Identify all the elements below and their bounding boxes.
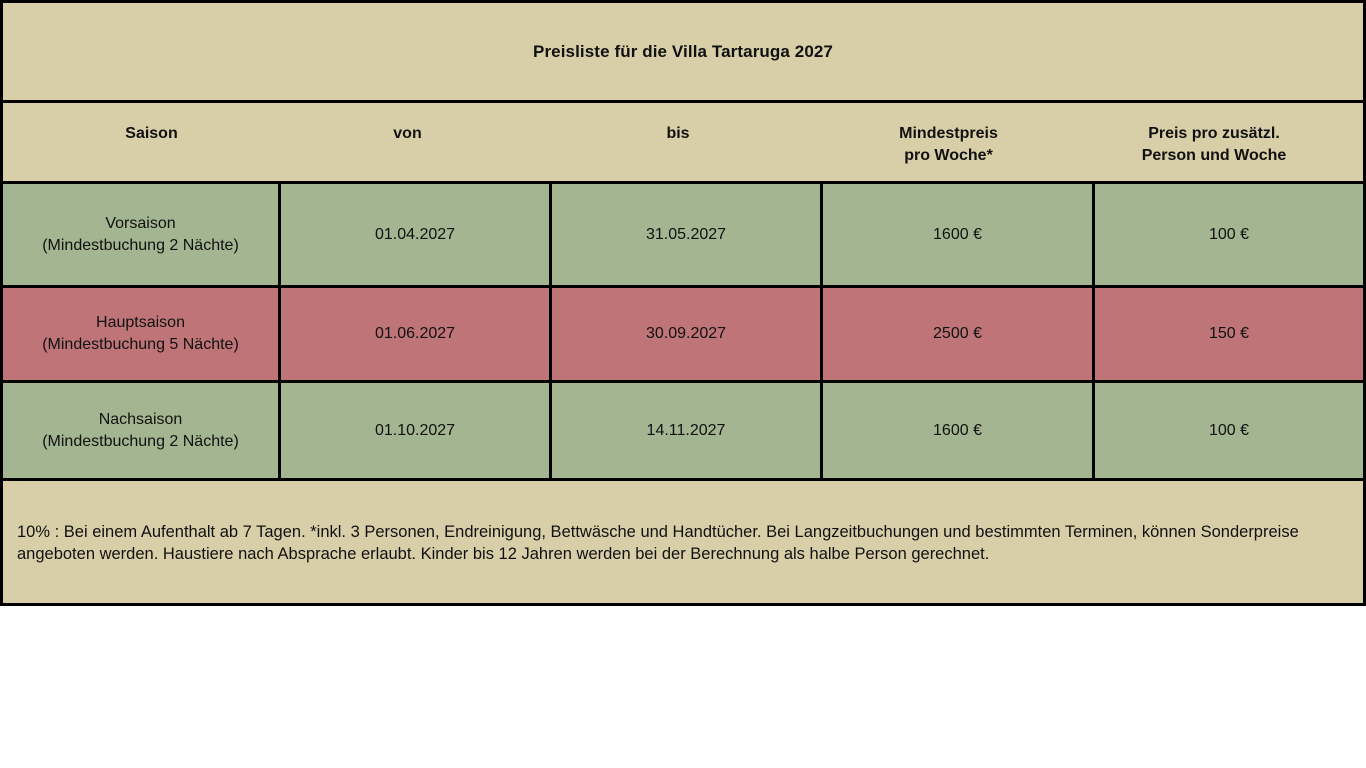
- end-date-cell: 14.11.2027: [646, 421, 726, 439]
- extra-person-price-cell: 100 €: [1208, 421, 1250, 439]
- table-row: [3, 184, 1363, 288]
- min-price-cell: 1600 €: [933, 421, 982, 439]
- start-date-cell: 01.04.2027: [374, 225, 456, 243]
- column-header-saison: Saison: [125, 125, 178, 142]
- season-cell: Vorsaison (Mindestbuchung 2 Nächte): [42, 214, 239, 254]
- season-cell: Hauptsaison (Mindestbuchung 5 Nächte): [42, 314, 239, 353]
- footnote: 10% : Bei einem Aufenthalt ab 7 Tagen. *inkl. 3 Personen, Endreinigung, Bettwäsche und Handtücher. Bei Langzeitbuchungen und bestimmten Terminen, können Sonderpreise angeboten werden. Haustiere nach Absprache erlaubt. Kinder bis 12 Jahren werden bei der Berechnung als halbe Person gerechnet.: [17, 523, 1299, 563]
- extra-person-price-cell: 100 €: [1208, 225, 1250, 243]
- season-cell: Nachsaison (Mindestbuchung 2 Nächte): [42, 410, 239, 450]
- price-list-title: Preisliste für die Villa Tartaruga 2027: [3, 3, 1363, 103]
- min-price-cell: 2500 €: [933, 325, 982, 342]
- start-date-cell: 01.10.2027: [374, 421, 456, 439]
- end-date-cell: 30.09.2027: [645, 325, 727, 342]
- start-date-cell: 01.06.2027: [374, 325, 456, 342]
- end-date-cell: 31.05.2027: [645, 225, 727, 243]
- extra-person-price-cell: 150 €: [1208, 325, 1250, 342]
- column-header-von: von: [393, 125, 422, 142]
- column-header-zusatzperson: Preis pro zusätzl. Person und Woche: [1141, 125, 1287, 164]
- table-row: [3, 383, 1363, 481]
- table-row: [3, 288, 1363, 383]
- column-header-bis: bis: [666, 125, 690, 142]
- table-header: [3, 103, 1363, 184]
- column-header-mindestpreis: Mindestpreis pro Woche*: [899, 125, 998, 164]
- min-price-cell: 1600 €: [933, 225, 982, 243]
